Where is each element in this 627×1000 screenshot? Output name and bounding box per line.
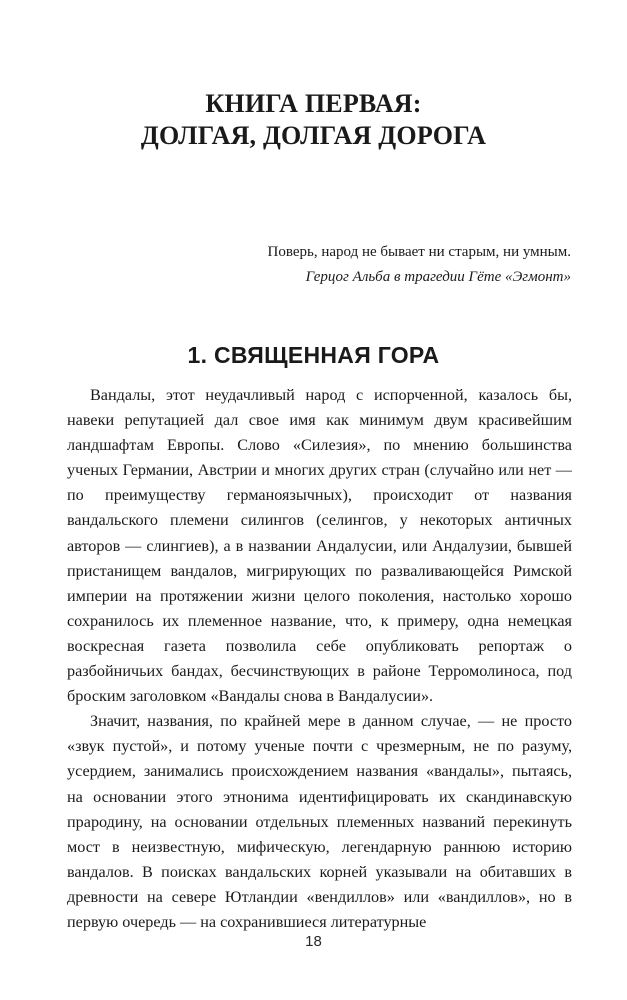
paragraph: Значит, названия, по крайней мере в данном случае, — не просто «звук пустой», и потому ученые почти с чрезмерным, не по разуму, усердием, занимались происхождением названия «вандалы», пытаясь, на основании этого этнонима идентифицировать их скандинавскую прародину, на основании отдельных племенных названий перекинуть мост в неизвестную, мифическую, легендарную раннюю историю вандалов. В поисках вандальских корней указывали на обитавших в древности на севере Ютландии «вендиллов» или «вандиллов», но в первую очередь — на сохранившиеся литературные <box>67 712 572 931</box>
epigraph-attribution: Герцог Альба в трагедии Гёте «Эгмонт» <box>305 269 571 285</box>
book-title <box>60 88 567 152</box>
book-title-line-1: КНИГА ПЕРВАЯ: <box>205 89 422 118</box>
book-title-line-2: ДОЛГАЯ, ДОЛГАЯ ДОРОГА <box>140 121 487 150</box>
paragraph: Вандалы, этот неудачливый народ с испорченной, казалось бы, навеки репутацией дал свое имя как минимум двум красивейшим ландшафтам Европы. Слово «Силезия», по мнению большинства ученых Германии, Австрии и многих других стран (случайно или нет — по преимуществу германоязычных), происходит от названия вандальского племени силингов (селингов, у некоторых античных авторов — слингиев), а в названии Андалусии, или Андалузии, бывшей пристанищем вандалов, мигрирующих по разваливающейся Римской империи на протяжении жизни целого поколения, настолько хорошо сохранилось их племенное название, что, к примеру, одна немецкая воскресная газета позволила себе опубликовать репортаж о разбойничьих бандах, бесчинствующих в районе Терромолиноса, под броским заголовком «Вандалы снова в Вандалусии». <box>67 386 572 706</box>
epigraph-quote: Поверь, народ не бывает ни старым, ни умным. <box>267 244 571 260</box>
chapter-body <box>67 383 572 935</box>
chapter-title: 1. СВЯЩЕННАЯ ГОРА <box>187 342 440 368</box>
epigraph <box>151 240 571 290</box>
page-number: 18 <box>305 933 322 950</box>
